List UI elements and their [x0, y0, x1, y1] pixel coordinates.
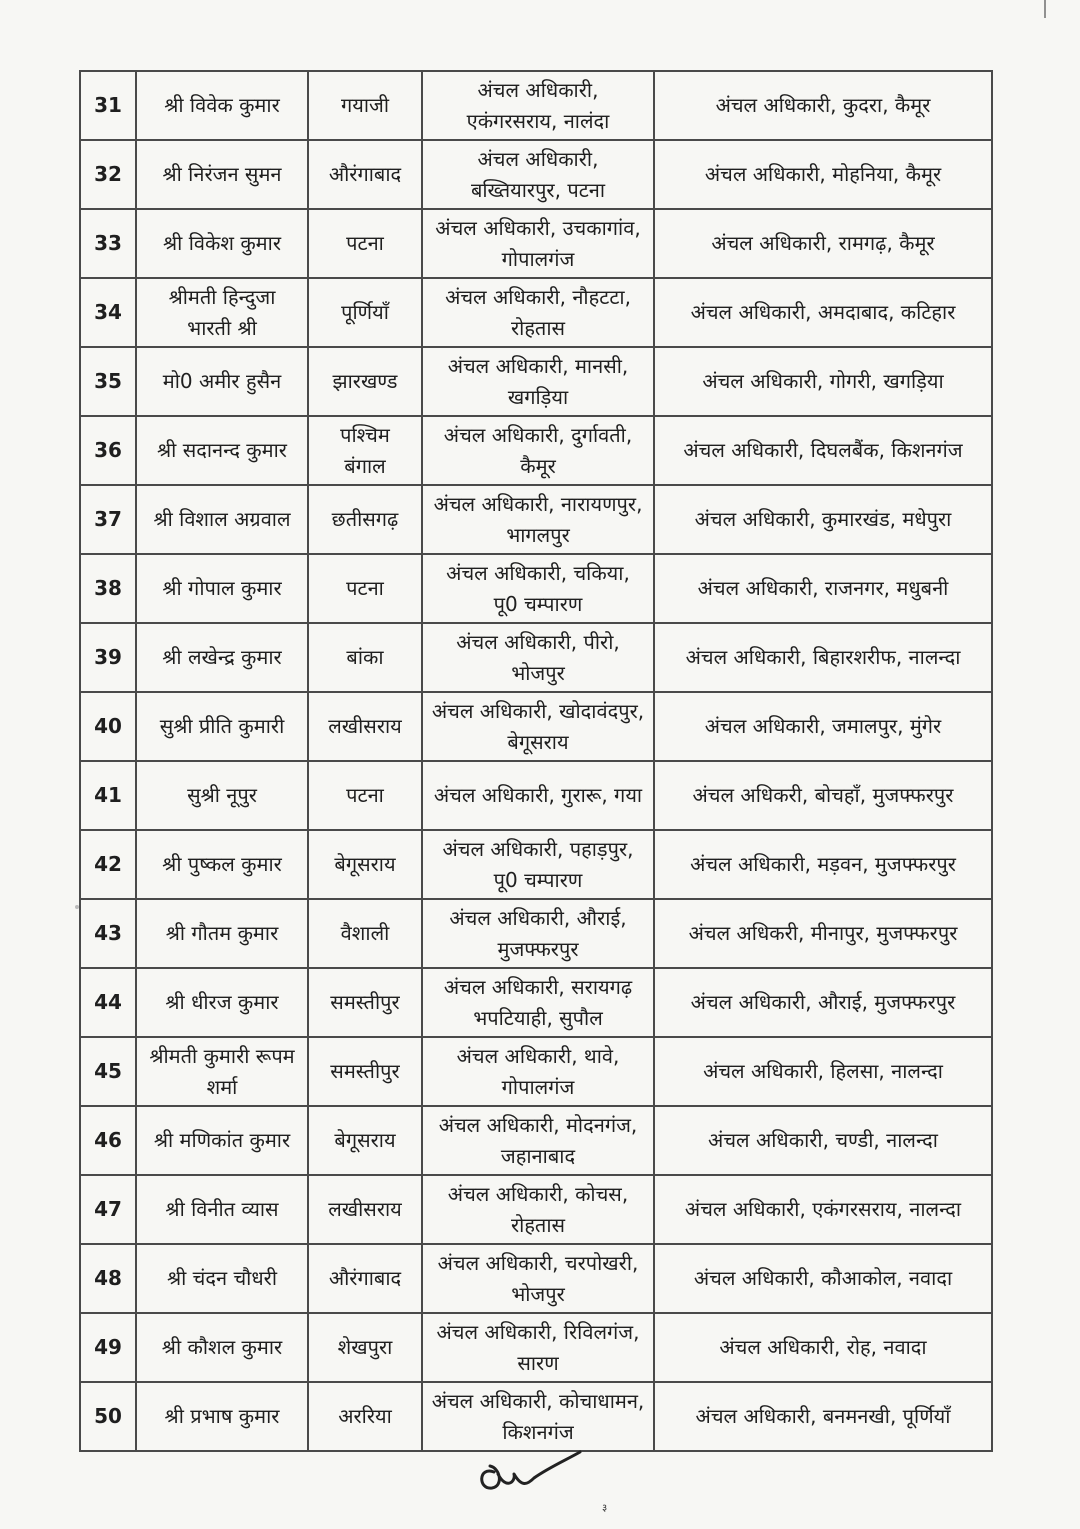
serial-number-cell: [80, 1106, 136, 1175]
serial-number-cell-text: 44: [94, 990, 122, 1014]
home-district-cell-text: बेगूसराय: [334, 1128, 396, 1152]
new-posting-cell-text: अंचल अधिकारी, रामगढ़, कैमूर: [711, 231, 935, 255]
serial-number-cell-text: 36: [94, 438, 122, 462]
officer-name-cell: [136, 71, 308, 140]
home-district-cell: [308, 1037, 422, 1106]
new-posting-cell: [654, 1175, 992, 1244]
current-posting-cell-text: अंचल अधिकारी, सरायगढ़ भपटियाही, सुपौल: [443, 974, 633, 1030]
officer-name-cell: [136, 623, 308, 692]
officer-name-cell: [136, 968, 308, 1037]
officer-name-cell-text: श्री लखेन्द्र कुमार: [162, 645, 282, 669]
home-district-cell: [308, 554, 422, 623]
table-row: [80, 71, 992, 140]
serial-number-cell-text: 47: [94, 1197, 122, 1221]
officer-name-cell-text: श्री सदानन्द कुमार: [157, 438, 287, 462]
new-posting-cell-text: अंचल अधिकारी, मोहनिया, कैमूर: [704, 162, 942, 186]
serial-number-cell-text: 37: [94, 507, 122, 531]
table-row: [80, 278, 992, 347]
officer-name-cell-text: श्रीमती कुमारी रूपम शर्मा: [149, 1043, 295, 1099]
new-posting-cell-text: अंचल अधिकारी, रोह, नवादा: [719, 1335, 927, 1359]
current-posting-cell-text: अंचल अधिकारी, गुरारू, गया: [433, 783, 643, 807]
current-posting-cell: [422, 1313, 654, 1382]
table-row: [80, 140, 992, 209]
current-posting-cell: [422, 1175, 654, 1244]
home-district-cell-text: छतीसगढ़: [331, 507, 399, 531]
home-district-cell: [308, 623, 422, 692]
home-district-cell: [308, 1244, 422, 1313]
home-district-cell-text: गयाजी: [340, 93, 390, 117]
officer-name-cell-text: श्री विनीत व्यास: [165, 1197, 279, 1221]
current-posting-cell-text: अंचल अधिकारी, एकंगरसराय, नालंदा: [466, 77, 610, 133]
serial-number-cell: [80, 1175, 136, 1244]
new-posting-cell: [654, 71, 992, 140]
officer-name-cell: [136, 1175, 308, 1244]
home-district-cell-text: अररिया: [338, 1404, 392, 1428]
home-district-cell-text: पटना: [346, 783, 384, 807]
current-posting-cell-text: अंचल अधिकारी, पहाड़पुर, पू0 चम्पारण: [442, 836, 634, 892]
new-posting-cell-text: अंचल अधिकारी, कुदरा, कैमूर: [715, 93, 931, 117]
current-posting-cell: [422, 968, 654, 1037]
home-district-cell-text: समस्तीपुर: [330, 1059, 400, 1083]
serial-number-cell-text: 34: [94, 300, 122, 324]
serial-number-cell: [80, 968, 136, 1037]
officer-name-cell-text: श्रीमती हिन्दुजा भारती श्री: [168, 284, 276, 340]
home-district-cell: [308, 347, 422, 416]
new-posting-cell-text: अंचल अधिकरी, मीनापुर, मुजफ्फरपुर: [688, 921, 958, 945]
corner-mark: [1044, 0, 1046, 18]
officer-name-cell: [136, 347, 308, 416]
new-posting-cell: [654, 899, 992, 968]
current-posting-cell: [422, 692, 654, 761]
home-district-cell: [308, 416, 422, 485]
current-posting-cell: [422, 416, 654, 485]
serial-number-cell: [80, 347, 136, 416]
current-posting-cell: [422, 278, 654, 347]
serial-number-cell-text: 50: [94, 1404, 122, 1428]
serial-number-cell: [80, 899, 136, 968]
home-district-cell-text: औरंगाबाद: [328, 1266, 402, 1290]
current-posting-cell: [422, 1106, 654, 1175]
home-district-cell: [308, 1313, 422, 1382]
new-posting-cell: [654, 1382, 992, 1451]
table-row: [80, 761, 992, 830]
officer-name-cell: [136, 140, 308, 209]
serial-number-cell: [80, 1313, 136, 1382]
current-posting-cell-text: अंचल अधिकारी, औराई, मुजफ्फरपुर: [449, 905, 627, 961]
current-posting-cell: [422, 899, 654, 968]
new-posting-cell-text: अंचल अधिकारी, मड़वन, मुजफ्फरपुर: [690, 852, 956, 876]
current-posting-cell-text: अंचल अधिकारी, बख्तियारपुर, पटना: [470, 146, 606, 202]
serial-number-cell-text: 31: [94, 93, 122, 117]
new-posting-cell-text: अंचल अधिकरी, बोचहाँ, मुजफ्फरपुर: [692, 783, 954, 807]
new-posting-cell: [654, 140, 992, 209]
officer-name-cell-text: श्री गौतम कुमार: [165, 921, 279, 945]
new-posting-cell: [654, 209, 992, 278]
serial-number-cell: [80, 1244, 136, 1313]
officer-name-cell-text: श्री विशाल अग्रवाल: [153, 507, 291, 531]
page-number: ३: [602, 1503, 608, 1514]
home-district-cell: [308, 968, 422, 1037]
new-posting-cell: [654, 554, 992, 623]
home-district-cell-text: पूर्णियाँ: [341, 300, 389, 324]
new-posting-cell-text: अंचल अधिकारी, एकंगरसराय, नालन्दा: [684, 1197, 962, 1221]
new-posting-cell-text: अंचल अधिकारी, गोगरी, खगड़िया: [702, 369, 944, 393]
new-posting-cell: [654, 623, 992, 692]
officer-name-cell: [136, 1106, 308, 1175]
home-district-cell: [308, 692, 422, 761]
new-posting-cell: [654, 1037, 992, 1106]
current-posting-cell: [422, 1382, 654, 1451]
serial-number-cell: [80, 416, 136, 485]
new-posting-cell: [654, 347, 992, 416]
home-district-cell: [308, 1382, 422, 1451]
officer-name-cell-text: सुश्री प्रीति कुमारी: [159, 714, 285, 738]
current-posting-cell-text: अंचल अधिकारी, मोदनगंज, जहानाबाद: [438, 1112, 638, 1168]
home-district-cell-text: लखीसराय: [328, 1197, 402, 1221]
serial-number-cell-text: 42: [94, 852, 122, 876]
home-district-cell: [308, 485, 422, 554]
serial-number-cell-text: 38: [94, 576, 122, 600]
new-posting-cell-text: अंचल अधिकारी, कुमारखंड, मधेपुरा: [694, 507, 952, 531]
officer-name-cell-text: मो0 अमीर हुसैन: [162, 369, 282, 393]
serial-number-cell: [80, 554, 136, 623]
table-row: [80, 1313, 992, 1382]
officer-name-cell-text: श्री विवेक कुमार: [164, 93, 280, 117]
home-district-cell: [308, 278, 422, 347]
officer-name-cell: [136, 554, 308, 623]
current-posting-cell: [422, 347, 654, 416]
serial-number-cell: [80, 209, 136, 278]
current-posting-cell-text: अंचल अधिकारी, रिविलगंज, सारण: [436, 1319, 640, 1375]
table-row: [80, 347, 992, 416]
new-posting-cell: [654, 1313, 992, 1382]
home-district-cell-text: झारखण्ड: [332, 369, 398, 393]
home-district-cell: [308, 1106, 422, 1175]
serial-number-cell: [80, 140, 136, 209]
officer-name-cell-text: श्री चंदन चौधरी: [166, 1266, 277, 1290]
serial-number-cell: [80, 830, 136, 899]
current-posting-cell-text: अंचल अधिकारी, उचकागांव, गोपालगंज: [435, 215, 641, 271]
current-posting-cell-text: अंचल अधिकारी, खोदावंदपुर, बेगूसराय: [431, 698, 645, 754]
current-posting-cell-text: अंचल अधिकारी, चरपोखरी, भोजपुर: [437, 1250, 639, 1306]
officer-name-cell-text: श्री पुष्कल कुमार: [162, 852, 282, 876]
serial-number-cell-text: 39: [94, 645, 122, 669]
new-posting-cell: [654, 968, 992, 1037]
officer-name-cell: [136, 1382, 308, 1451]
officer-name-cell: [136, 692, 308, 761]
table-row: [80, 209, 992, 278]
officer-name-cell: [136, 209, 308, 278]
new-posting-cell: [654, 1106, 992, 1175]
serial-number-cell-text: 48: [94, 1266, 122, 1290]
new-posting-cell-text: अंचल अधिकारी, चण्डी, नालन्दा: [708, 1128, 938, 1152]
table-row: [80, 1175, 992, 1244]
serial-number-cell: [80, 692, 136, 761]
table-row: [80, 485, 992, 554]
current-posting-cell: [422, 761, 654, 830]
serial-number-cell: [80, 623, 136, 692]
new-posting-cell: [654, 830, 992, 899]
table-row: [80, 1244, 992, 1313]
home-district-cell: [308, 71, 422, 140]
home-district-cell-text: औरंगाबाद: [328, 162, 402, 186]
table-row: [80, 1106, 992, 1175]
serial-number-cell-text: 35: [94, 369, 122, 393]
home-district-cell-text: बेगूसराय: [334, 852, 396, 876]
transfer-table-body: [80, 71, 992, 1451]
officer-name-cell-text: श्री विकेश कुमार: [163, 231, 281, 255]
home-district-cell-text: समस्तीपुर: [330, 990, 400, 1014]
current-posting-cell-text: अंचल अधिकारी, कोचाधामन, किशनगंज: [431, 1388, 645, 1444]
new-posting-cell-text: अंचल अधिकारी, दिघलबैंक, किशनगंज: [683, 438, 963, 462]
officer-name-cell: [136, 485, 308, 554]
serial-number-cell: [80, 761, 136, 830]
home-district-cell: [308, 140, 422, 209]
officer-name-cell-text: श्री मणिकांत कुमार: [153, 1128, 291, 1152]
home-district-cell: [308, 899, 422, 968]
home-district-cell-text: लखीसराय: [328, 714, 402, 738]
officer-name-cell: [136, 830, 308, 899]
new-posting-cell-text: अंचल अधिकारी, कौआकोल, नवादा: [693, 1266, 953, 1290]
home-district-cell: [308, 830, 422, 899]
current-posting-cell-text: अंचल अधिकारी, चकिया, पू0 चम्पारण: [446, 560, 630, 616]
current-posting-cell-text: अंचल अधिकारी, पीरो, भोजपुर: [456, 629, 620, 685]
table-row: [80, 1382, 992, 1451]
table-row: [80, 416, 992, 485]
officer-name-cell: [136, 899, 308, 968]
serial-number-cell-text: 49: [94, 1335, 122, 1359]
current-posting-cell-text: अंचल अधिकारी, थावे, गोपालगंज: [456, 1043, 620, 1099]
officer-name-cell: [136, 1037, 308, 1106]
officer-name-cell-text: सुश्री नूपुर: [187, 783, 257, 807]
current-posting-cell: [422, 209, 654, 278]
current-posting-cell-text: अंचल अधिकारी, कोचस, रोहतास: [447, 1181, 629, 1237]
officer-name-cell-text: श्री धीरज कुमार: [165, 990, 279, 1014]
serial-number-cell-text: 46: [94, 1128, 122, 1152]
current-posting-cell-text: अंचल अधिकारी, मानसी, खगड़िया: [447, 353, 629, 409]
current-posting-cell: [422, 623, 654, 692]
current-posting-cell: [422, 71, 654, 140]
serial-number-cell-text: 43: [94, 921, 122, 945]
new-posting-cell-text: अंचल अधिकारी, हिलसा, नालन्दा: [703, 1059, 943, 1083]
new-posting-cell-text: अंचल अधिकारी, बिहारशरीफ, नालन्दा: [685, 645, 961, 669]
table-row: [80, 830, 992, 899]
serial-number-cell: [80, 1037, 136, 1106]
home-district-cell: [308, 209, 422, 278]
serial-number-cell-text: 32: [94, 162, 122, 186]
table-row: [80, 623, 992, 692]
officer-name-cell-text: श्री निरंजन सुमन: [162, 162, 282, 186]
current-posting-cell: [422, 1244, 654, 1313]
serial-number-cell: [80, 278, 136, 347]
home-district-cell-text: बांका: [346, 645, 384, 669]
table-row: [80, 1037, 992, 1106]
table-row: [80, 968, 992, 1037]
home-district-cell: [308, 1175, 422, 1244]
current-posting-cell-text: अंचल अधिकारी, नारायणपुर, भागलपुर: [433, 491, 643, 547]
officer-name-cell: [136, 1313, 308, 1382]
home-district-cell-text: वैशाली: [340, 921, 390, 945]
new-posting-cell: [654, 485, 992, 554]
officer-name-cell: [136, 278, 308, 347]
new-posting-cell-text: अंचल अधिकारी, राजनगर, मधुबनी: [697, 576, 949, 600]
table-row: [80, 692, 992, 761]
new-posting-cell: [654, 416, 992, 485]
current-posting-cell: [422, 140, 654, 209]
current-posting-cell-text: अंचल अधिकारी, नौहटटा, रोहतास: [445, 284, 631, 340]
new-posting-cell-text: अंचल अधिकारी, अमदाबाद, कटिहार: [690, 300, 956, 324]
officer-name-cell-text: श्री प्रभाष कुमार: [164, 1404, 280, 1428]
home-district-cell-text: पटना: [346, 231, 384, 255]
current-posting-cell: [422, 1037, 654, 1106]
home-district-cell-text: पश्चिम बंगाल: [340, 422, 390, 478]
current-posting-cell-text: अंचल अधिकारी, दुर्गावती, कैमूर: [443, 422, 633, 478]
new-posting-cell-text: अंचल अधिकारी, जमालपुर, मुंगेर: [704, 714, 942, 738]
officer-name-cell-text: श्री गोपाल कुमार: [162, 576, 282, 600]
table-row: [80, 899, 992, 968]
signature: [470, 1444, 600, 1499]
serial-number-cell-text: 45: [94, 1059, 122, 1083]
new-posting-cell: [654, 692, 992, 761]
current-posting-cell: [422, 554, 654, 623]
home-district-cell: [308, 761, 422, 830]
transfer-table: [79, 70, 993, 1452]
new-posting-cell-text: अंचल अधिकारी, बनमनखी, पूर्णियाँ: [695, 1404, 951, 1428]
serial-number-cell: [80, 1382, 136, 1451]
home-district-cell-text: पटना: [346, 576, 384, 600]
officer-name-cell: [136, 761, 308, 830]
serial-number-cell-text: 41: [94, 783, 122, 807]
officer-name-cell: [136, 416, 308, 485]
officer-name-cell-text: श्री कौशल कुमार: [161, 1335, 283, 1359]
officer-name-cell: [136, 1244, 308, 1313]
new-posting-cell-text: अंचल अधिकारी, औराई, मुजफ्फरपुर: [690, 990, 956, 1014]
table-row: [80, 554, 992, 623]
new-posting-cell: [654, 761, 992, 830]
serial-number-cell-text: 33: [94, 231, 122, 255]
serial-number-cell: [80, 71, 136, 140]
home-district-cell-text: शेखपुरा: [337, 1335, 393, 1359]
serial-number-cell-text: 40: [94, 714, 122, 738]
new-posting-cell: [654, 1244, 992, 1313]
serial-number-cell: [80, 485, 136, 554]
current-posting-cell: [422, 485, 654, 554]
current-posting-cell: [422, 830, 654, 899]
new-posting-cell: [654, 278, 992, 347]
